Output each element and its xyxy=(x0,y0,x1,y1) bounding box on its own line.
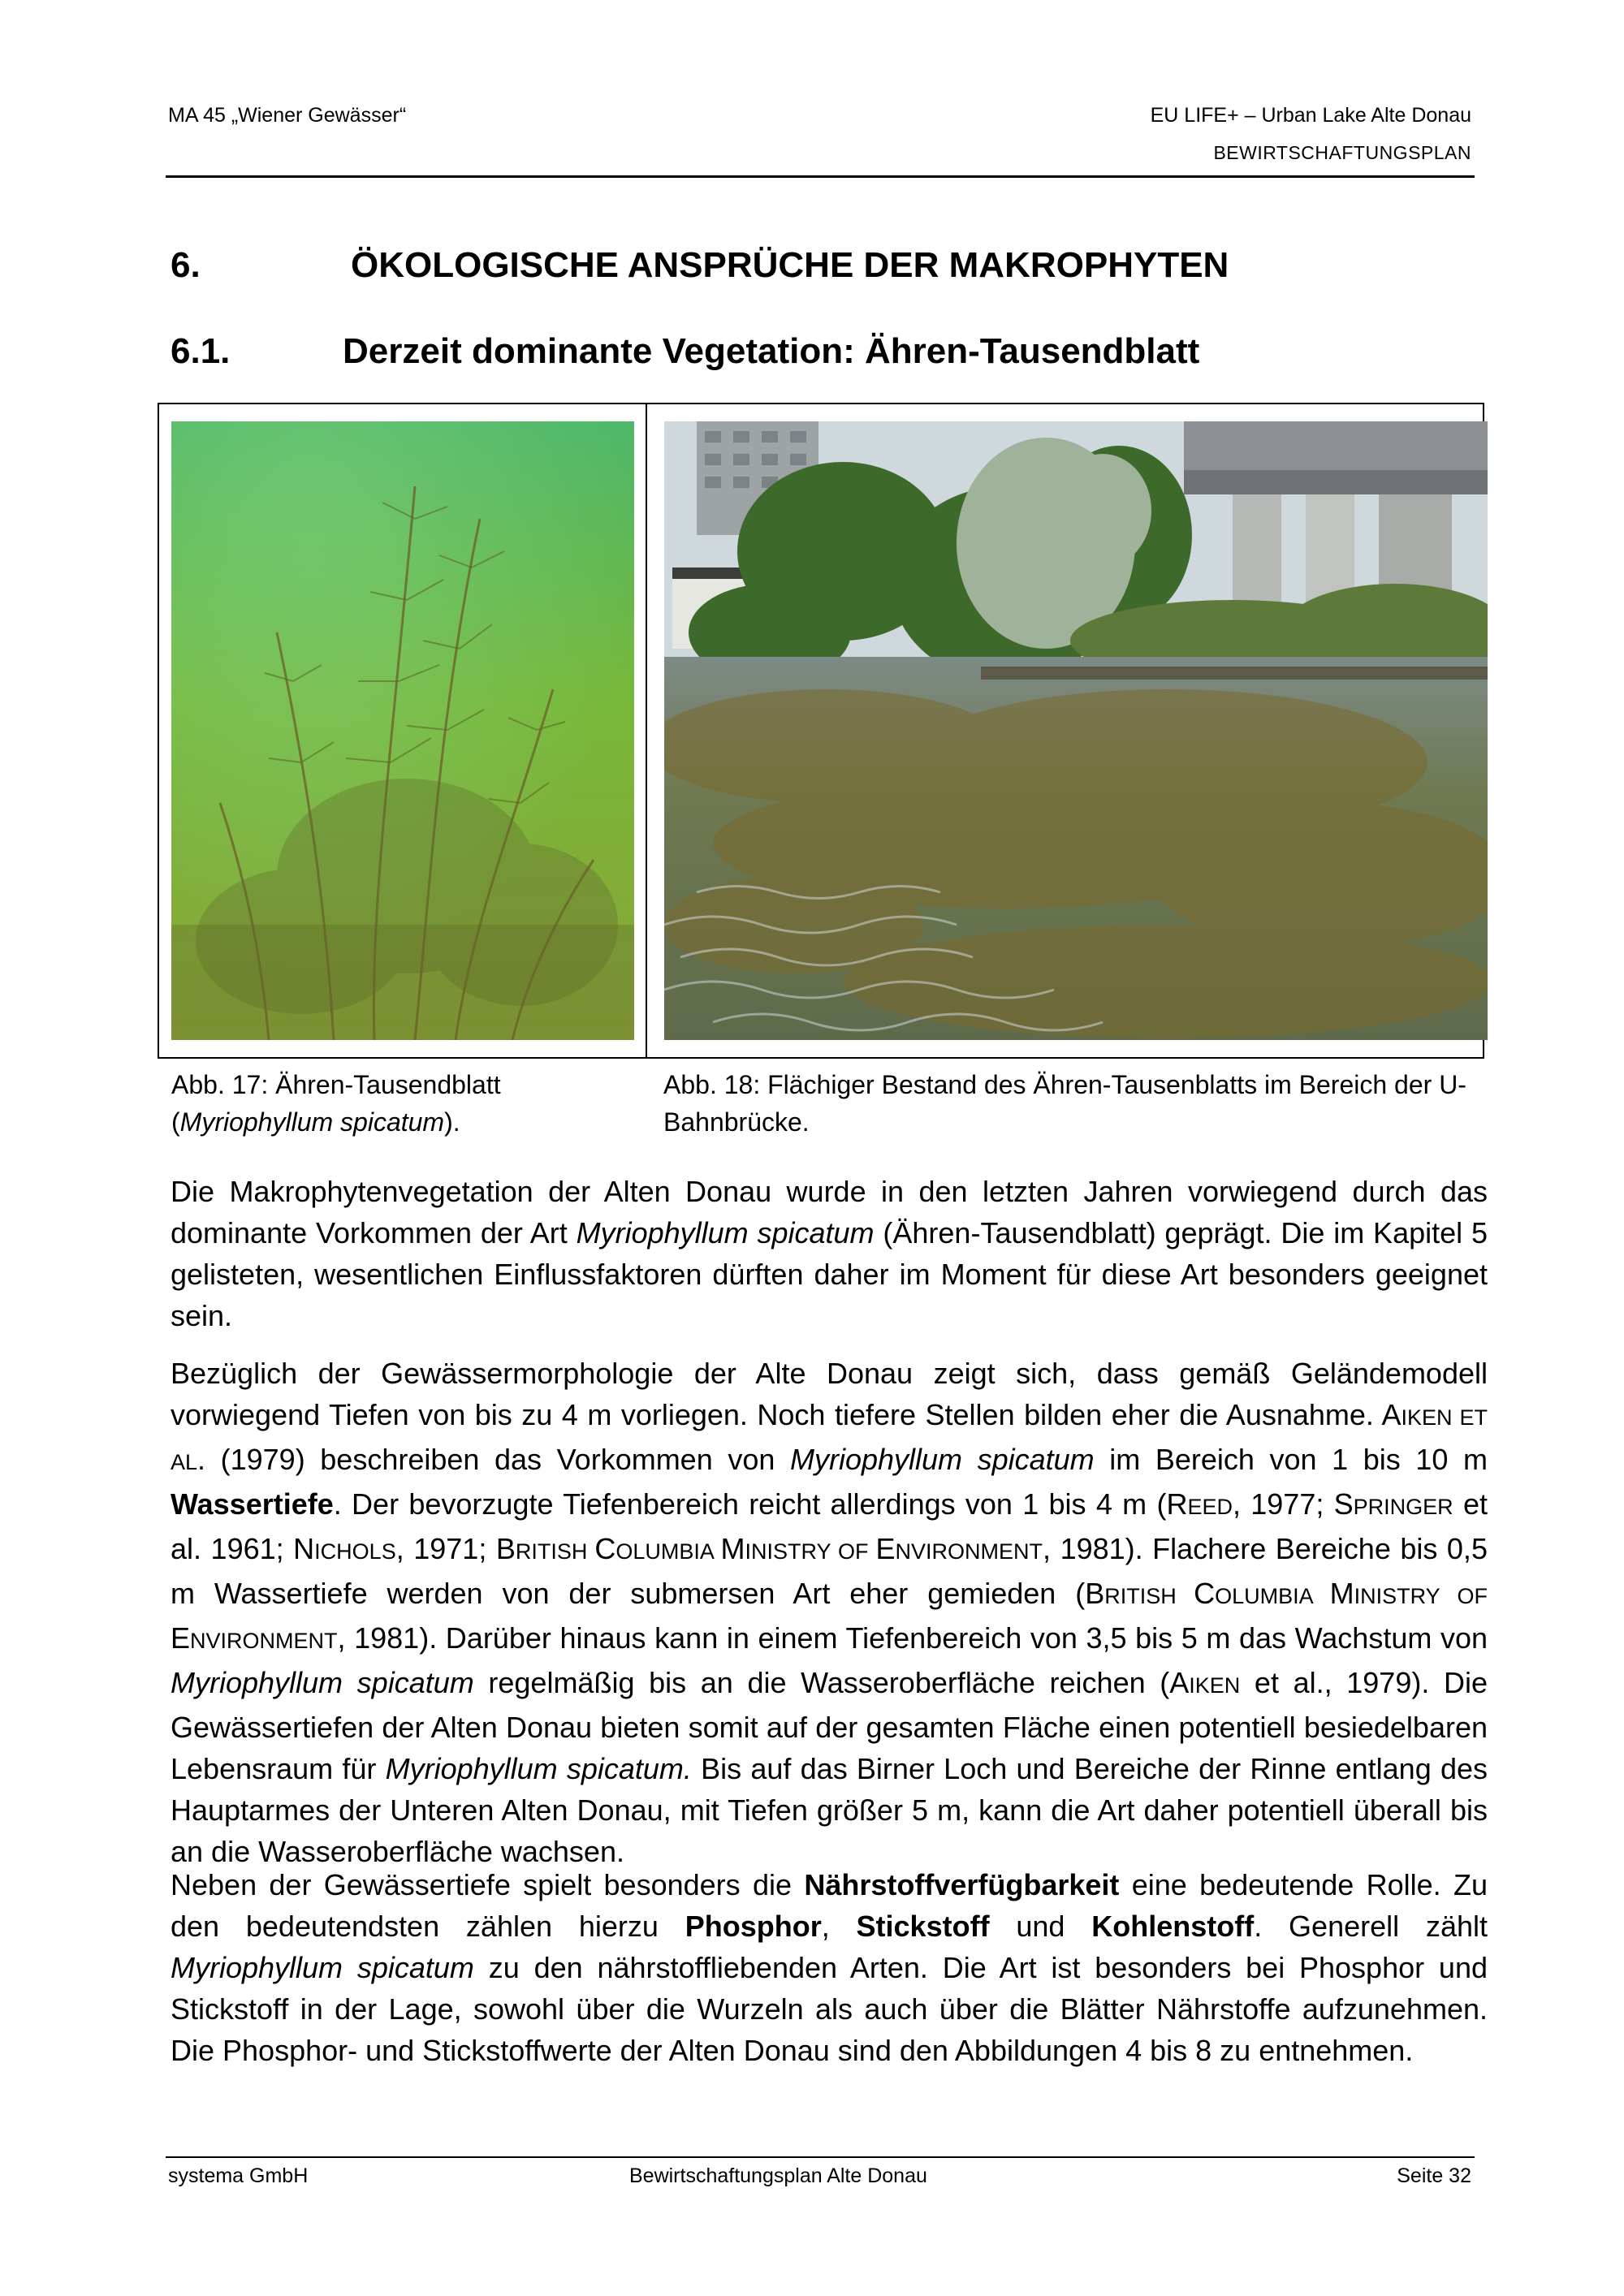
figure-17-caption-paren: ( xyxy=(171,1107,180,1137)
text: regelmäßig bis an die Wasseroberfläche reichen ( xyxy=(473,1666,1170,1699)
text: und xyxy=(989,1910,1092,1943)
species-name: Myriophyllum spicatum xyxy=(789,1443,1095,1476)
citation-author: BRITISH COLUMBIA MINISTRY OF ENVIRONMENT xyxy=(495,1532,1043,1565)
header-rule xyxy=(166,175,1475,178)
section-title: ÖKOLOGISCHE ANSPRÜCHE DER MAKROPHYTEN xyxy=(351,245,1229,285)
citation-author: NICHOLS xyxy=(293,1532,396,1565)
figure-17-caption xyxy=(171,1066,626,1141)
underwater-milfoil-photo xyxy=(171,421,634,1040)
species-name: Myriophyllum spicatum xyxy=(576,1216,875,1249)
header-right-title: EU LIFE+ – Urban Lake Alte Donau xyxy=(1150,104,1471,127)
species-name: Myriophyllum spicatum xyxy=(171,1951,474,1984)
paragraph-1-text: Die Makrophytenvegetation der Alten Donau wurde in den letzten Jahren vorwiegend durch das dominante Vorkommen der Art xyxy=(171,1175,1488,1249)
subsection-title: Derzeit dominante Vegetation: Ähren-Tausendblatt xyxy=(343,331,1200,371)
citation-author: AIKEN xyxy=(1169,1666,1241,1699)
text: , 1981). Flachere Bereiche bis 0,5 m Wassertiefe werden von der submersen Art eher gemieden ( xyxy=(171,1532,1488,1610)
emphasis: Nährstoffverfügbarkeit xyxy=(804,1868,1120,1901)
text: , 1977; xyxy=(1232,1487,1334,1521)
text: . (1979) beschreiben das Vorkommen von xyxy=(197,1443,790,1476)
citation-author: REED xyxy=(1166,1487,1233,1521)
emphasis: Wassertiefe xyxy=(171,1487,334,1521)
text: . Der bevorzugte Tiefenbereich reicht allerdings von 1 bis 4 m ( xyxy=(333,1487,1167,1521)
text: Bis auf das Birner Loch und Bereiche der Rinne entlang des Hauptarmes der Unteren Alten Donau, mit Tiefen größer 5 m, kann die Art daher potentiell überall bis an die Wasseroberfläche wachsen. xyxy=(171,1752,1488,1868)
citation-author: AIKEN ET AL xyxy=(171,1398,1488,1474)
text: , xyxy=(821,1910,857,1943)
header-right-subtitle: BEWIRTSCHAFTUNGSPLAN xyxy=(1213,142,1471,163)
text: eine bedeutende Rolle. Zu den bedeutendsten zählen hierzu xyxy=(171,1868,1488,1943)
text: Bezüglich der Gewässermorphologie der Alte Donau zeigt sich, dass gemäß Geländemodell vorwiegend Tiefen von bis zu 4 m vorliegen. Noch tiefere Stellen bilden eher die Ausnahme. xyxy=(171,1357,1488,1431)
emphasis: Phosphor xyxy=(685,1910,822,1943)
text: Neben der Gewässertiefe spielt besonders die xyxy=(171,1868,805,1901)
paragraph-2 xyxy=(171,1353,1488,1872)
citation-author: BRITISH COLUMBIA MINISTRY OF ENVIRONMENT xyxy=(171,1577,1488,1655)
text: zu den nährstoffliebenden Arten. Die Art ist besonders bei Phosphor und Stickstoff in der Lage, sowohl über die Wurzeln als auch über die Blätter Nährstoffe aufzunehmen. Die Phosphor- und Stickstoffwerte der Alten Donau sind den Abbildungen 4 bis 8 zu entnehmen. xyxy=(171,1951,1488,2067)
paragraph-1 xyxy=(171,1171,1488,1336)
text: im Bereich von 1 bis 10 m xyxy=(1094,1443,1488,1476)
text: et al. 1961; xyxy=(171,1487,1488,1565)
emphasis: Kohlenstoff xyxy=(1091,1910,1255,1943)
footer-center: Bewirtschaftungsplan Alte Donau xyxy=(629,2164,927,2187)
footer-rule xyxy=(166,2156,1475,2158)
section-number: 6. xyxy=(171,245,201,285)
text: . Generell zählt xyxy=(1254,1910,1488,1943)
figure-18-caption: Abb. 18: Flächiger Bestand des Ähren-Tausenblatts im Bereich der U-Bahnbrücke. xyxy=(663,1070,1466,1137)
subsection-number: 6.1. xyxy=(171,331,231,371)
paragraph-1-text: (Ähren-Tausendblatt) geprägt. Die im Kapitel 5 gelisteten, wesentlichen Einflussfaktoren dürften daher im Moment für diese Art besonders geeignet sein. xyxy=(171,1216,1488,1332)
paragraph-3 xyxy=(171,1864,1488,2071)
text: , 1971; xyxy=(395,1532,496,1565)
species-name: Myriophyllum spicatum. xyxy=(385,1752,692,1785)
figure-17-caption-end: ). xyxy=(444,1107,460,1137)
text: et al., 1979). Die Gewässertiefen der Alten Donau bieten somit auf der gesamten Fläche einen potentiell besiedelbaren Lebensraum für xyxy=(171,1666,1488,1785)
footer-left: systema GmbH xyxy=(168,2164,309,2187)
figure-17-caption-text: Abb. 17: Ähren-Tausendblatt xyxy=(171,1070,501,1099)
text: , 1981). Darüber hinaus kann in einem Tiefenbereich von 3,5 bis 5 m das Wachstum von xyxy=(337,1621,1488,1655)
figure-17-caption-species: Myriophyllum spicatum xyxy=(179,1107,445,1137)
species-name: Myriophyllum spicatum xyxy=(171,1666,474,1699)
figure-divider xyxy=(646,403,647,1059)
citation-author: SPRINGER xyxy=(1333,1487,1453,1521)
alte-donau-bridge-photo xyxy=(664,421,1488,1040)
emphasis: Stickstoff xyxy=(856,1910,990,1943)
page-number: Seite 32 xyxy=(1397,2164,1471,2187)
header-left: MA 45 „Wiener Gewässer“ xyxy=(168,104,407,127)
